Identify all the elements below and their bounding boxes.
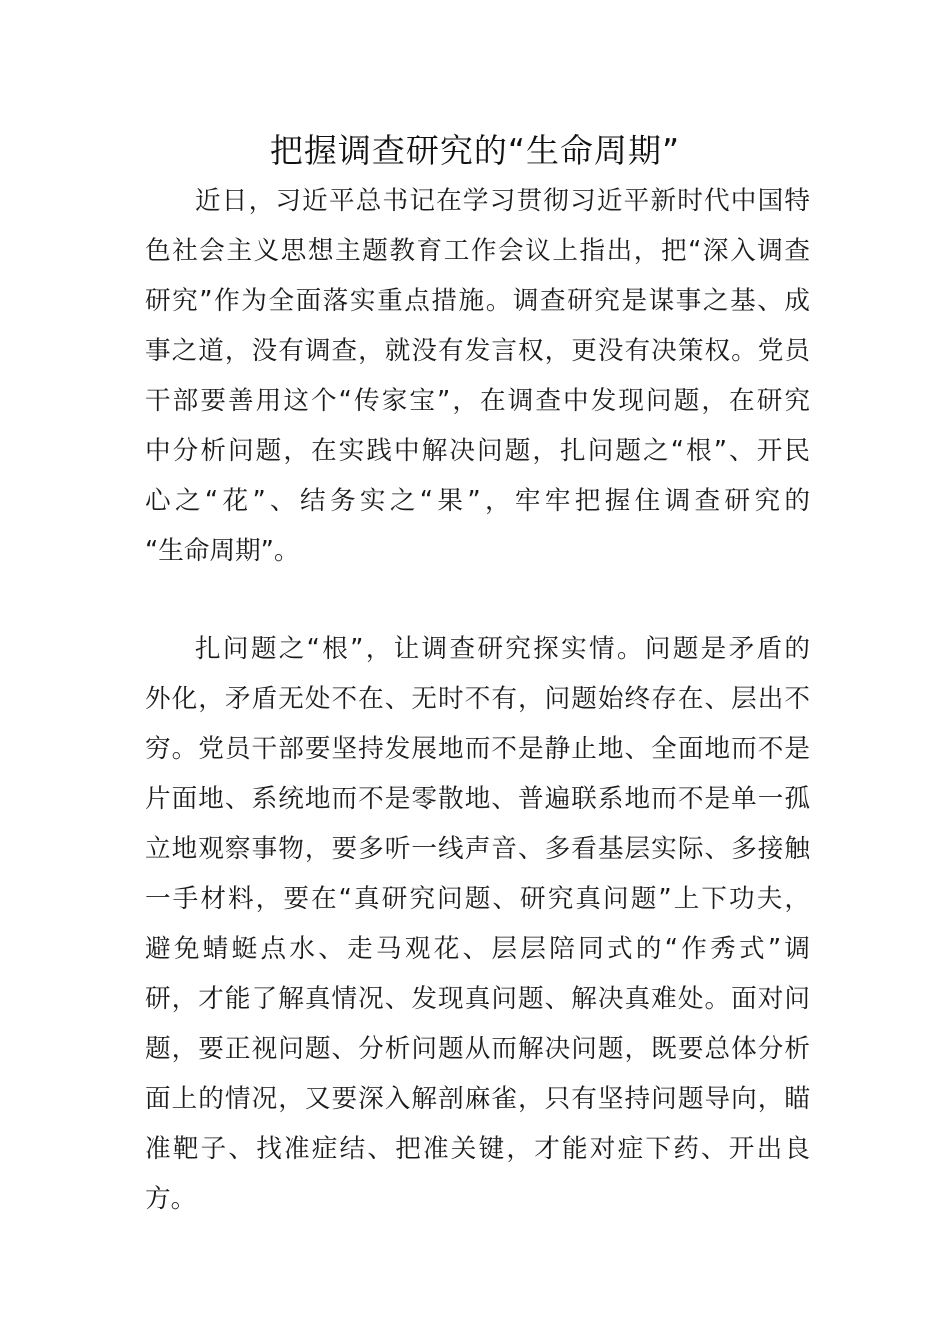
paragraph-line: 研究”作为全面落实重点措施。调查研究是谋事之基、成 <box>145 286 810 316</box>
paragraph-line: “生命周期”。 <box>145 536 300 566</box>
paragraph-line: 扎问题之“根”，让调查研究探实情。问题是矛盾的 <box>195 634 810 664</box>
paragraph-line: 外化，矛盾无处不在、无时不有，问题始终存在、层出不 <box>145 684 810 714</box>
document-title: 把握调查研究的“生命周期” <box>269 131 681 170</box>
paragraph-line: 中分析问题，在实践中解决问题，扎问题之“根”、开民 <box>145 436 810 466</box>
paragraph-line: 事之道，没有调查，就没有发言权，更没有决策权。党员 <box>145 336 810 366</box>
paragraph-line: 方。 <box>145 1184 197 1214</box>
paragraph-line: 立地观察事物，要多听一线声音、多看基层实际、多接触 <box>145 834 810 864</box>
paragraph-line: 心之“花”、结务实之“果”，牢牢把握住调查研究的 <box>145 486 810 516</box>
paragraph-line: 准靶子、找准症结、把准关键，才能对症下药、开出良 <box>145 1134 810 1164</box>
paragraph-line: 色社会主义思想主题教育工作会议上指出，把“深入调查 <box>145 236 810 266</box>
paragraph-line: 面上的情况，又要深入解剖麻雀，只有坚持问题导向，瞄 <box>145 1084 810 1114</box>
paragraph-line: 避免蜻蜓点水、走马观花、层层陪同式的“作秀式”调 <box>145 934 810 964</box>
paragraph-line: 干部要善用这个“传家宝”，在调查中发现问题，在研究 <box>145 386 810 416</box>
paragraph-line: 近日，习近平总书记在学习贯彻习近平新时代中国特 <box>195 186 810 216</box>
paragraph-line: 穷。党员干部要坚持发展地而不是静止地、全面地而不是 <box>145 734 810 764</box>
paragraph-line: 片面地、系统地而不是零散地、普遍联系地而不是单一孤 <box>145 784 810 814</box>
paragraph-line: 一手材料，要在“真研究问题、研究真问题”上下功夫， <box>145 884 810 914</box>
paragraph-line: 题，要正视问题、分析问题从而解决问题，既要总体分析 <box>145 1034 810 1064</box>
paragraph-line: 研，才能了解真情况、发现真问题、解决真难处。面对问 <box>145 984 810 1014</box>
